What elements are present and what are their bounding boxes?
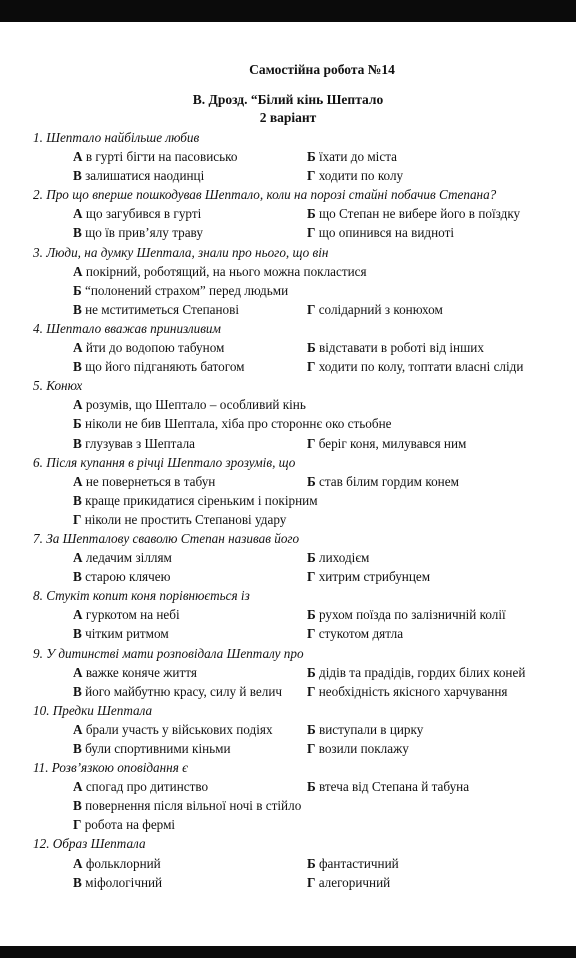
question-text: 9. У дитинстві мати розповідала Шепталу про	[33, 645, 304, 661]
answer-row	[33, 338, 573, 357]
answer-row	[33, 414, 573, 433]
answer-row	[33, 510, 573, 529]
answer-option-g: Г беріг коня, милувався ним	[307, 435, 467, 451]
answer-option-a: А спогад про дитинство	[73, 779, 209, 795]
answer-row	[33, 395, 573, 414]
answer-option-b: Б їхати до міста	[307, 149, 397, 165]
answer-row	[33, 223, 573, 242]
answer-option-a: А гуркотом на небі	[73, 607, 180, 623]
answer-option-a: А йти до водопою табуном	[73, 340, 225, 356]
question-text: 5. Конюх	[33, 378, 83, 394]
answer-option-v: В його майбутню красу, силу й велич	[73, 683, 283, 699]
answer-option-v: В були спортивними кіньми	[73, 741, 231, 756]
answer-option-b: Б що Степан не вибере його в поїздку	[307, 206, 521, 222]
answer-option-v: В не мститиметься Степанові	[73, 301, 240, 317]
answer-option-a: А в гурті бігти на пасовисько	[73, 149, 238, 165]
answer-option-g: Г ходити по колу, топтати власні сліди	[307, 359, 524, 375]
answer-row	[33, 605, 573, 624]
bottom-black-bar	[0, 946, 576, 958]
question-text: 11. Розв’язкою оповідання є	[33, 760, 188, 776]
answer-row	[33, 166, 573, 185]
answer-option-g: Г хитрим стрибунцем	[307, 569, 431, 585]
answer-row	[33, 567, 573, 586]
answer-option-b: Б “полонений страхом” перед людьми	[73, 282, 289, 298]
answer-option-a: А покірний, роботящий, на нього можна покластися	[73, 263, 367, 279]
answer-option-b: Б фантастичний	[307, 855, 399, 871]
answer-row	[33, 739, 573, 758]
answer-row	[33, 777, 573, 796]
answer-row	[33, 682, 573, 701]
answer-option-b: Б дідів та прадідів, гордих білих коней	[307, 664, 526, 680]
answer-option-v: В старою клячею	[73, 569, 171, 585]
top-black-bar	[0, 0, 576, 22]
answer-option-g: Г солідарний з конюхом	[307, 301, 443, 317]
worksheet-title: Самостійна робота №14	[249, 62, 395, 77]
answer-option-v: В повернення після вільної ночі в стійло	[73, 798, 302, 814]
answer-option-b: Б лиходієм	[307, 550, 370, 566]
answer-option-a: А брали участь у військових подіях	[73, 721, 273, 737]
answer-option-g: Г ніколи не простить Степанові удару	[73, 511, 287, 527]
answer-option-v: В міфологічний	[73, 874, 163, 890]
answer-option-g: Г возили поклажу	[307, 741, 409, 756]
question-text: 7. За Шепталовy сваволю Степан називав його	[33, 530, 300, 546]
answer-option-a: А важке коняче життя	[73, 664, 197, 680]
answer-option-a: А ледачим зіллям	[73, 550, 172, 566]
worksheet-subtitle: В. Дрозд. “Білий кінь Шептало	[192, 92, 384, 107]
answer-option-v: В що його підганяють батогом	[73, 359, 245, 375]
answer-option-v: В краще прикидатися сіреньким і покірним	[73, 492, 318, 508]
answer-option-b: Б рухом поїзда по залізничній колії	[307, 607, 506, 623]
answer-option-a: А фольклорний	[73, 855, 161, 871]
answer-row	[33, 300, 573, 319]
answer-row	[33, 548, 573, 567]
answer-option-g: Г алегоричний	[307, 874, 391, 890]
answer-option-b: Б втеча від Степана й табуна	[307, 779, 470, 795]
answer-row	[33, 854, 573, 873]
answer-row	[33, 204, 573, 223]
question-text: 8. Стукіт копит коня порівнюється із	[33, 588, 250, 604]
answer-option-b: Б став білим гордим конем	[307, 473, 459, 489]
worksheet-variant: 2 варіант	[259, 110, 317, 125]
question-text: 6. Після купання в річці Шептало зрозумів, що	[33, 454, 296, 470]
question-text: 10. Предки Шептала	[33, 702, 153, 718]
answer-row	[33, 873, 573, 892]
answer-row	[33, 796, 573, 815]
answer-option-v: В глузував з Шептала	[73, 435, 196, 451]
question-text: 1. Шептало найбільше любив	[33, 130, 200, 145]
question-text: 2. Про що вперше пошкодував Шептало, коли на порозі стайні побачив Степана?	[33, 187, 497, 203]
answer-row	[33, 815, 573, 834]
answer-row	[33, 434, 573, 453]
answer-option-b: Б виступали в цирку	[307, 721, 424, 737]
answer-option-g: Г ходити по колу	[307, 168, 404, 184]
answer-option-g: Г стукотом дятла	[307, 626, 404, 642]
question-text: 3. Люди, на думку Шептала, знали про нього, що він	[33, 244, 329, 260]
answer-option-a: А розумів, що Шептало – особливий кінь	[73, 397, 306, 413]
question-text: 4. Шептало вважав принизливим	[33, 320, 221, 336]
answer-option-v: В залишатися наодинці	[73, 168, 205, 184]
answer-row	[33, 624, 573, 643]
answer-option-v: В чітким ритмом	[73, 626, 169, 642]
answer-option-g: Г що опинився на видноті	[307, 225, 455, 241]
answer-option-a: А що загубився в гурті	[73, 206, 202, 222]
answer-option-g: Г необхідність якісного харчування	[307, 683, 508, 699]
answer-option-a: А не повернеться в табун	[73, 473, 216, 489]
question-text: 12. Образ Шептала	[33, 836, 146, 852]
answer-row	[33, 491, 573, 510]
answer-option-b: Б ніколи не бив Шептала, хіба про стороннє око стьобне	[73, 416, 392, 432]
answer-row	[33, 663, 573, 682]
answer-row	[33, 262, 573, 281]
answer-row	[33, 720, 573, 739]
answer-row	[33, 147, 573, 166]
answer-option-b: Б відставати в роботі від інших	[307, 340, 484, 356]
answer-row	[33, 357, 573, 376]
answer-row	[33, 472, 573, 491]
questions-list	[33, 128, 573, 892]
answer-option-g: Г робота на фермі	[73, 817, 176, 833]
answer-row	[33, 281, 573, 300]
answer-option-v: В що їв прив’ялу траву	[73, 225, 203, 241]
